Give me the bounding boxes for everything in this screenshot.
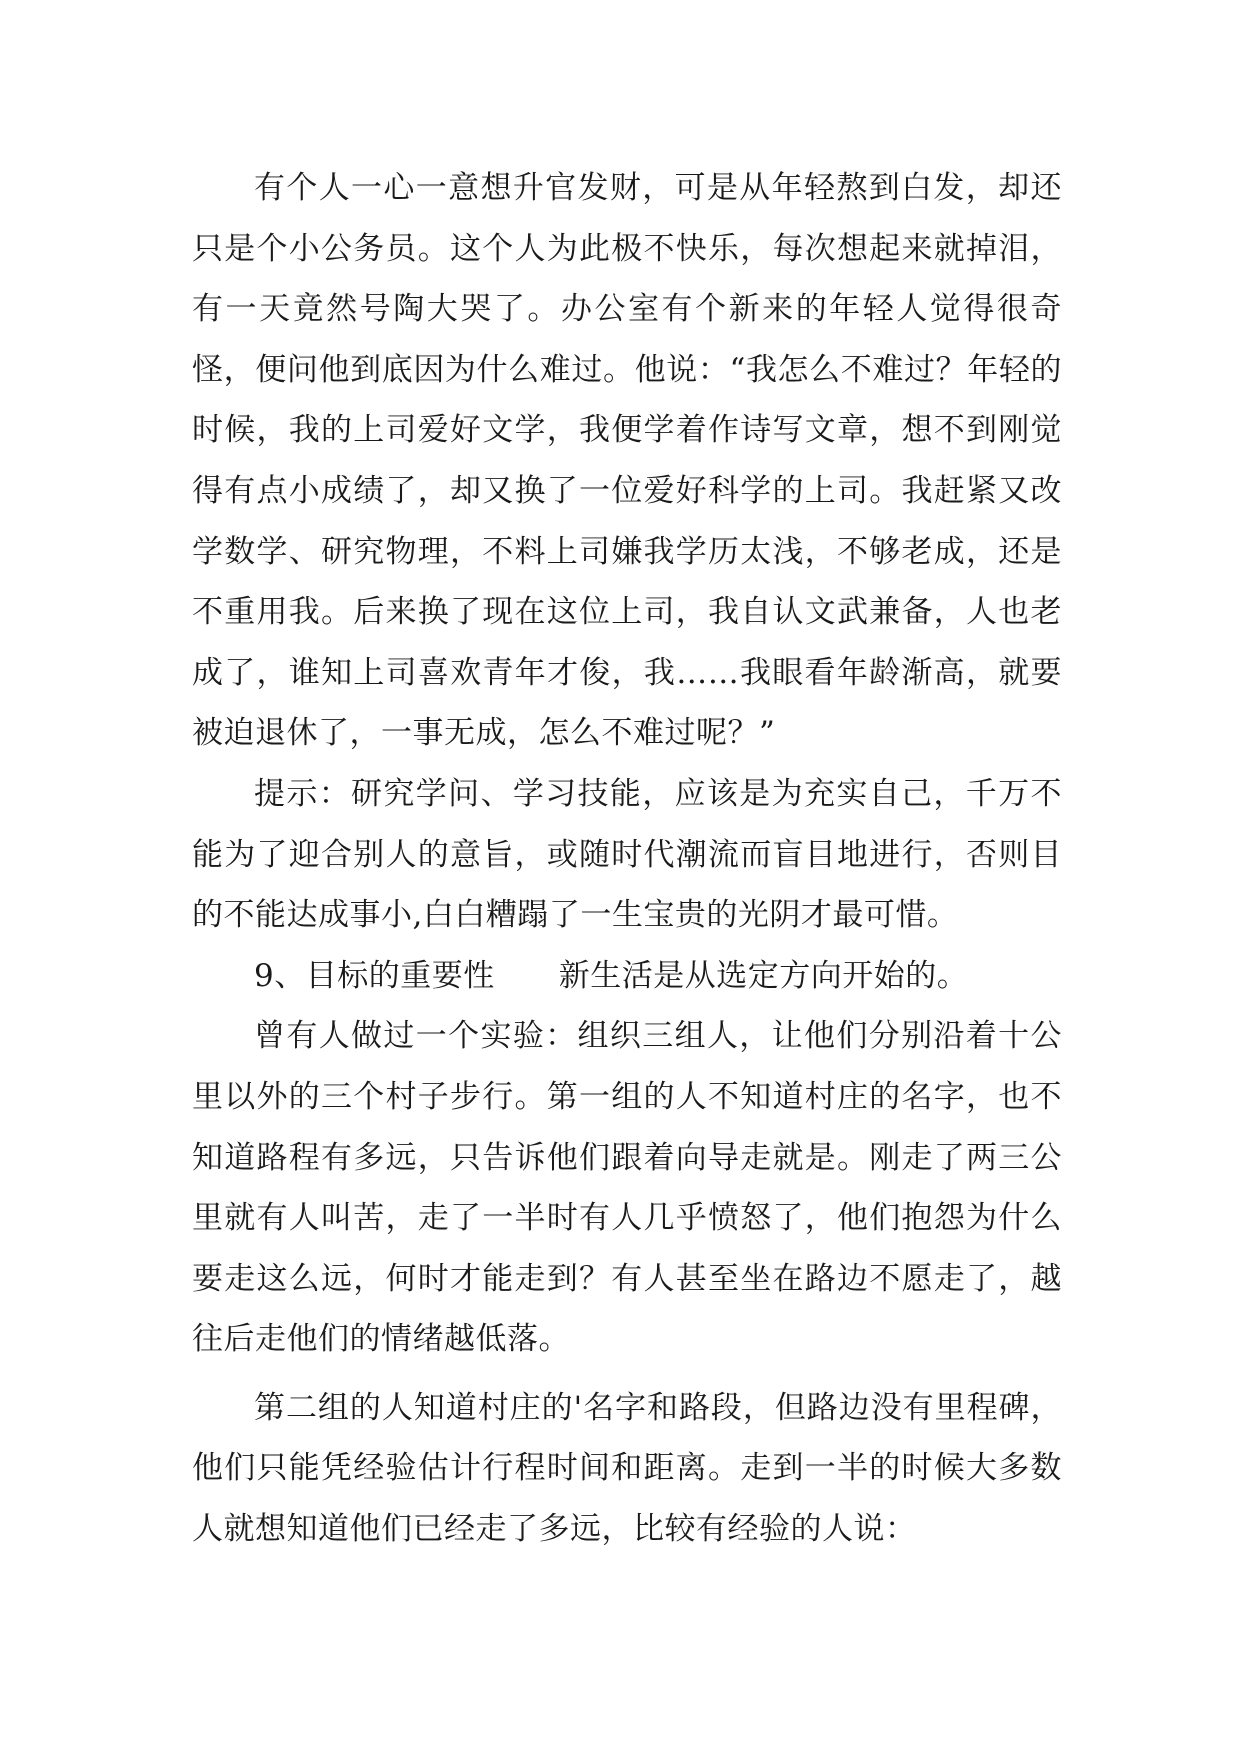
document-body bbox=[192, 158, 1062, 1560]
section-heading bbox=[192, 946, 1062, 1007]
paragraph-experiment: 曾有人做过一个实验：组织三组人，让他们分别沿着十公里以外的三个村子步行。第一组的人不知道村庄的名字，也不知道路程有多远，只告诉他们跟着向导走就是。刚走了两三公里就有人叫苦，走了一半时有人几乎愤怒了，他们抱怨为什么要走这么远，何时才能走到？有人甚至坐在路边不愿走了，越往后走他们的情绪越低落。 bbox=[192, 1018, 1062, 1358]
section-heading-title: 9、目标的重要性 bbox=[254, 957, 495, 994]
paragraph-second-group: 第二组的人知道村庄的'名字和路段，但路边没有里程碑，他们只能凭经验估计行程时间和距离。走到一半的时候大多数人就想知道他们已经走了多远，比较有经验的人说： bbox=[192, 1389, 1062, 1548]
paragraph-tip: 提示：研究学问、学习技能，应该是为充实自己，千万不能为了迎合别人的意旨，或随时代潮流而盲目地进行，否则目的不能达成事小,白白糟蹋了一生宝贵的光阴才最可惜。 bbox=[192, 775, 1062, 934]
paragraph-story: 有个人一心一意想升官发财，可是从年轻熬到白发，却还只是个小公务员。这个人为此极不快乐，每次想起来就掉泪，有一天竟然号陶大哭了。办公室有个新来的年轻人觉得很奇怪，便问他到底因为什么难过。他说：“我怎么不难过？年轻的时候，我的上司爱好文学，我便学着作诗写文章，想不到刚觉得有点小成绩了，却又换了一位爱好科学的上司。我赶紧又改学数学、研究物理，不料上司嫌我学历太浅，不够老成，还是不重用我。后来换了现在这位上司，我自认文武兼备，人也老成了，谁知上司喜欢青年才俊，我……我眼看年龄渐高，就要被迫退休了，一事无成，怎么不难过呢？” bbox=[192, 170, 1062, 752]
section-heading-subtitle: 新生活是从选定方向开始的。 bbox=[558, 957, 969, 994]
